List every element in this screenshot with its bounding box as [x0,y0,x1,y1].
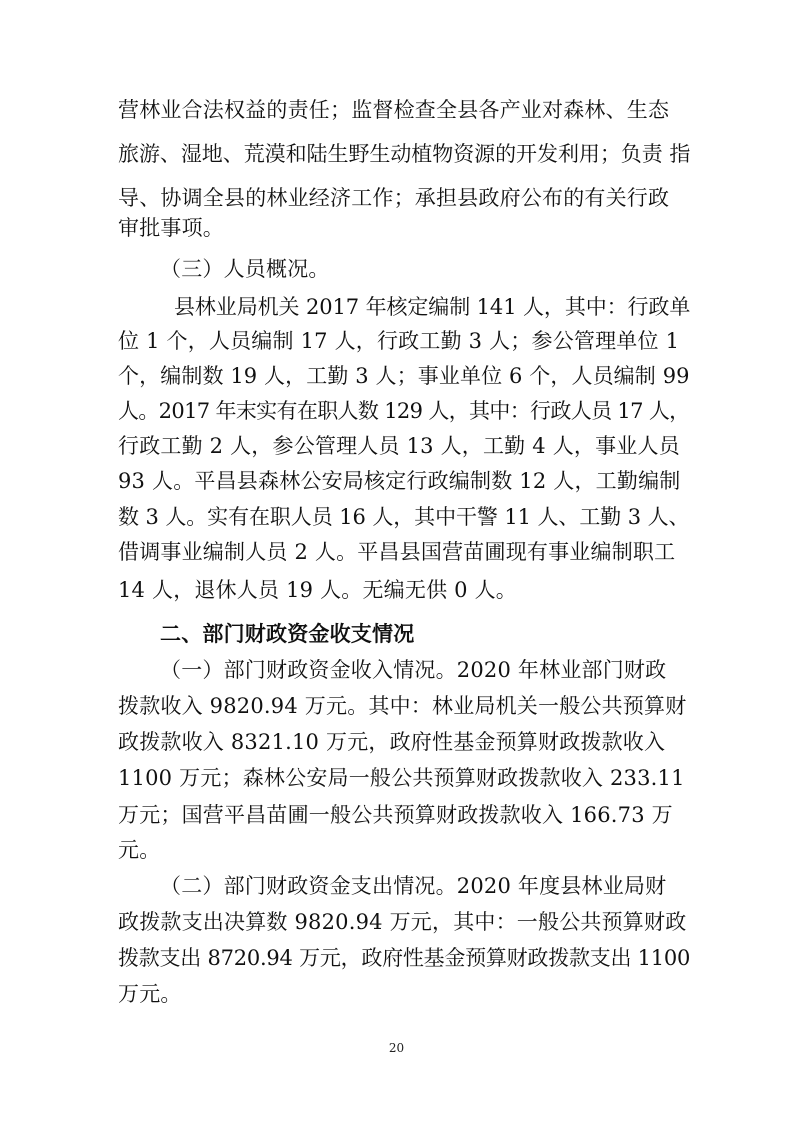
text-line-13: 借调事业编制人员 2 人。平昌县国营苗圃现有事业编制职工 [118,540,676,564]
text-line-1: 营林业合法权益的责任；监督检查全县各产业对森林、生态 [118,98,670,122]
text-line-2: 旅游、湿地、荒漠和陆生野生动植物资源的开发利用；负责 指 [118,142,691,166]
text-line-12: 数 3 人。实有在职人员 16 人，其中干警 11 人、工勤 3 人、 [118,505,690,529]
text-line-8: 个，编制数 19 人，工勤 3 人；事业单位 6 个，人员编制 99 [118,364,690,388]
text-line-23: 政拨款支出决算数 9820.94 万元，其中：一般公共预算财政 [118,910,687,934]
section-heading-finance: 二、部门财政资金收支情况 [160,622,415,646]
text-line-17: 拨款收入 9820.94 万元。其中：林业局机关一般公共预算财 [118,694,687,718]
page-number: 20 [388,1041,405,1055]
text-line-7: 位 1 个，人员编制 17 人，行政工勤 3 人；参公管理单位 1 [118,329,680,353]
text-line-3: 导、协调全县的林业经济工作；承担县政府公布的有关行政 [118,186,670,210]
text-line-19: 1100 万元；森林公安局一般公共预算财政拨款收入 233.11 [118,766,685,790]
text-line-21: 元。 [118,838,161,862]
section-heading-personnel: （三）人员概况。 [160,257,330,281]
text-line-6: 县林业局机关 2017 年核定编制 141 人，其中：行政单 [174,295,691,319]
text-line-10: 行政工勤 2 人，参公管理人员 13 人，工勤 4 人，事业人员 [118,434,680,458]
text-line-20: 万元；国营平昌苗圃一般公共预算财政拨款收入 166.73 万 [118,803,673,827]
text-line-4: 审批事项。 [118,216,224,240]
text-line-11: 93 人。平昌县森林公安局核定行政编制数 12 人，工勤编制 [118,469,681,493]
text-line-25: 万元。 [118,982,182,1006]
text-line-24: 拨款支出 8720.94 万元，政府性基金预算财政拨款支出 1100 [118,946,691,970]
text-line-9: 人。2017 年末实有在职人数 129 人，其中：行政人员 17 人， [118,399,690,423]
text-line-18: 政拨款收入 8321.10 万元，政府性基金预算财政拨款收入 [118,730,666,754]
text-line-16: （一）部门财政资金收入情况。2020 年林业部门财政 [160,658,667,682]
text-line-14: 14 人，退休人员 19 人。无编无供 0 人。 [118,578,517,602]
text-line-22: （二）部门财政资金支出情况。2020 年度县林业局财 [160,874,667,898]
